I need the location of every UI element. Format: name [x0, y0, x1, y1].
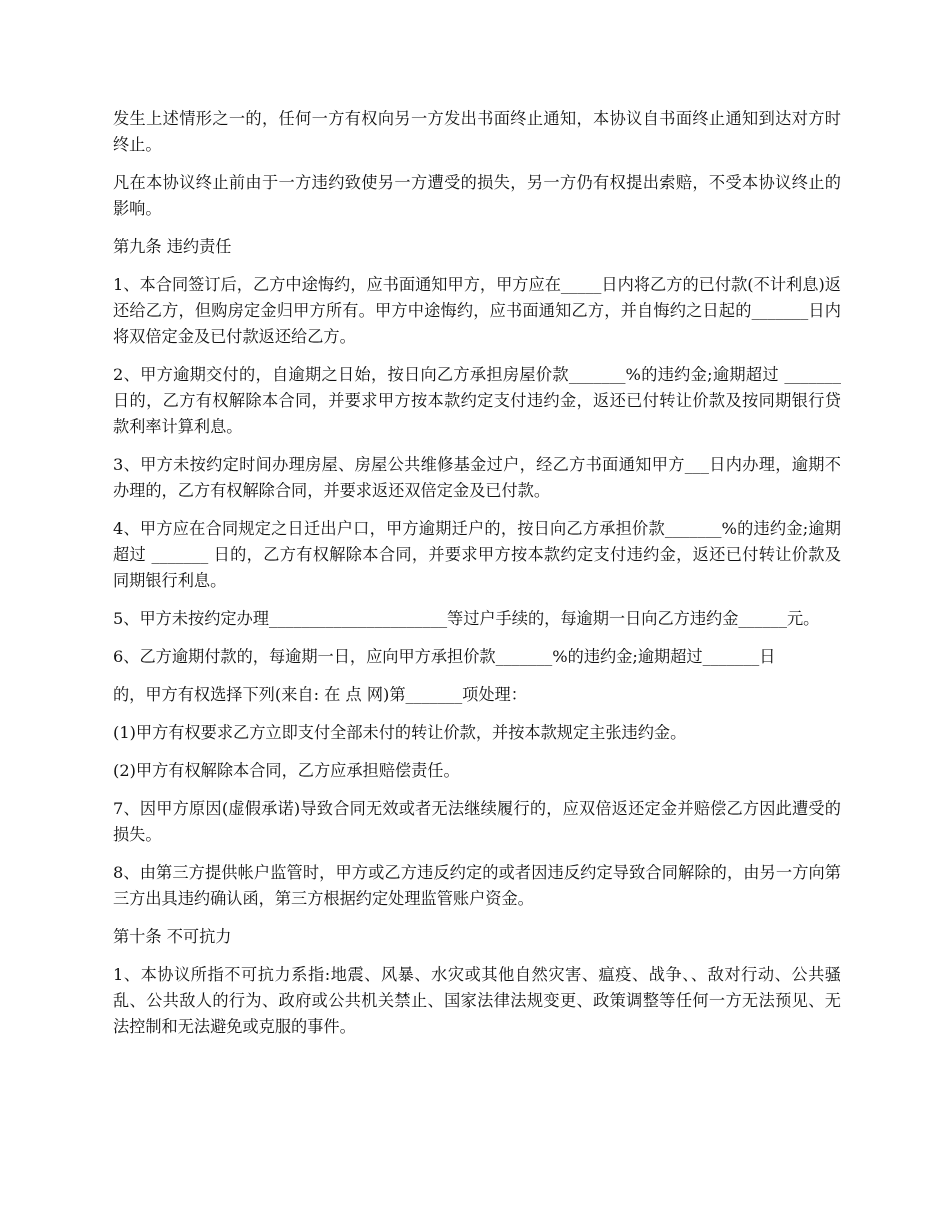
clause-9-3: 3、甲方未按约定时间办理房屋、房屋公共维修基金过户，经乙方书面通知甲方___日内办理，逾期不办理的，乙方有权解除合同，并要求返还双倍定金及已付款。	[113, 455, 841, 500]
clause-9-6-option-2: (2)甲方有权解除本合同，乙方应承担赔偿责任。	[113, 761, 460, 780]
clause-9-2: 2、甲方逾期交付的，自逾期之日始，按日向乙方承担房屋价款_______%的违约金;逾期超过 _______ 日的，乙方有权解除本合同，并要求甲方按本款约定支付违约金，返还已付转让价款及按同期银行贷款利率计算利息。	[113, 365, 841, 436]
clause-10-1: 1、本协议所指不可抗力系指:地震、风暴、水灾或其他自然灾害、瘟疫、战争、、敌对行动、公共骚乱、公共敌人的行为、政府或公共机关禁止、国家法律法规变更、政策调整等任何一方无法预见、无法控制和无法避免或克服的事件。	[113, 965, 841, 1036]
clause-9-8: 8、由第三方提供帐户监管时，甲方或乙方违反约定的或者因违反约定导致合同解除的，由另一方向第三方出具违约确认函，第三方根据约定处理监管账户资金。	[113, 863, 841, 908]
clause-9-6: 6、乙方逾期付款的，每逾期一日，应向甲方承担价款_______%的违约金;逾期超过_______日	[113, 647, 776, 666]
section-heading-article-10: 第十条 不可抗力	[113, 927, 232, 946]
section-heading-article-9: 第九条 违约责任	[113, 237, 232, 256]
clause-9-4: 4、甲方应在合同规定之日迁出户口，甲方逾期迁户的，按日向乙方承担价款_______%的违约金;逾期超过 _______ 日的，乙方有权解除本合同，并要求甲方按本款约定支付违约金，返还已付转让价款及同期银行利息。	[113, 519, 841, 590]
clause-9-5: 5、甲方未按约定办理______________________等过户手续的，每逾期一日向乙方违约金______元。	[113, 609, 820, 628]
paragraph-termination-notice: 发生上述情形之一的，任何一方有权向另一方发出书面终止通知，本协议自书面终止通知到达对方时终止。	[113, 109, 841, 154]
paragraph-claim-rights: 凡在本协议终止前由于一方违约致使另一方遭受的损失，另一方仍有权提出索赔，不受本协议终止的影响。	[113, 173, 841, 218]
document-page	[113, 106, 841, 1052]
clause-9-7: 7、因甲方原因(虚假承诺)导致合同无效或者无法继续履行的，应双倍返还定金并赔偿乙方因此遭受的损失。	[113, 799, 841, 844]
clause-9-6-option-1: (1)甲方有权要求乙方立即支付全部未付的转让价款，并按本款规定主张违约金。	[113, 723, 687, 742]
clause-9-6-continued: 的，甲方有权选择下列(来自: 在 点 网)第_______项处理：	[113, 685, 527, 704]
clause-9-1: 1、本合同签订后，乙方中途悔约，应书面通知甲方，甲方应在_____日内将乙方的已付款(不计利息)返还给乙方，但购房定金归甲方所有。甲方中途悔约，应书面通知乙方，并自悔约之日起的_______日内将双倍定金及已付款返还给乙方。	[113, 275, 841, 346]
